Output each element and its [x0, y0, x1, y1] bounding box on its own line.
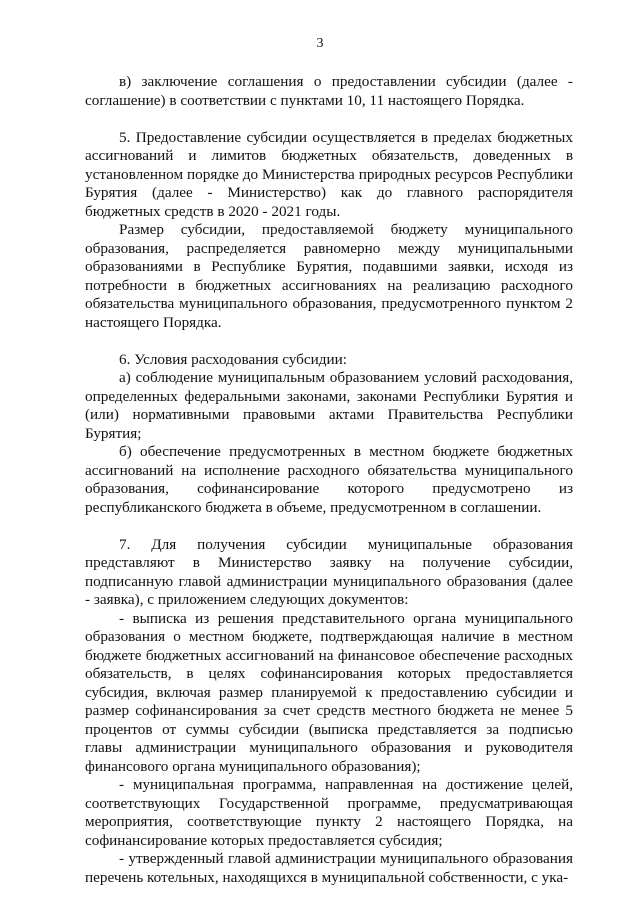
paragraph-6a: а) соблюдение муниципальным образованием условий расходования, определенных федеральными законами, законами Республики Бурятия и (или) нормативными правовыми актами Правительства Республики Бурятия;: [85, 369, 573, 442]
document-body: [85, 73, 573, 887]
page-number: 3: [316, 36, 324, 51]
paragraph-6-heading: 6. Условия расходования субсидии:: [119, 350, 347, 368]
list-item-budget-extract: - выписка из решения представительного органа муниципального образования о местном бюджете, подтверждающая наличие в местном бюджете бюджетных ассигнований на финансовое обеспечение расходных обязательств, в целях софинансирования которых предоставляется субсидия, включая размер планируемой к предоставлению субсидии и размер софинансирования за счет средств местного бюджета не менее 5 процентов от суммы субсидии (выписка представляется за подписью главы администрации муниципального образования и руководителя финансового органа муниципального образования);: [85, 609, 573, 775]
list-item-municipal-program: - муниципальная программа, направленная на достижение целей, соответствующих Государственной программе, предусматривающая мероприятия, соответствующие пункту 2 настоящего Порядка, на софинансирование которых предоставляется субсидия;: [85, 776, 573, 849]
paragraph-4v: в) заключение соглашения о предоставлении субсидии (далее - соглашение) в соответствии с пунктами 10, 11 настоящего Порядка.: [85, 73, 573, 109]
list-item-boiler-list: - утвержденный главой администрации муниципального образования перечень котельных, находящихся в муниципальной собственности, с ука-: [85, 850, 573, 886]
paragraph-5: 5. Предоставление субсидии осуществляется в пределах бюджетных ассигнований и лимитов бюджетных обязательств, доведенных в установленном порядке до Министерства природных ресурсов Республики Бурятия (далее - Министерство) как до главного распорядителя бюджетных средств в 2020 - 2021 годы.: [85, 128, 573, 220]
paragraph-6b: б) обеспечение предусмотренных в местном бюджете бюджетных ассигнований на исполнение расходного обязательства муниципального образования, софинансирование которого предусмотрено из республиканского бюджета в объеме, предусмотренном в соглашении.: [85, 443, 573, 516]
paragraph-5-subsidy-size: Размер субсидии, предоставляемой бюджету муниципального образования, распределяется равномерно между муниципальными образованиями в Республике Бурятия, подавшими заявки, исходя из потребности в бюджетных ассигнованиях на реализацию расходного обязательства муниципального образования, предусмотренного пунктом 2 настоящего Порядка.: [85, 221, 573, 331]
paragraph-7: 7. Для получения субсидии муниципальные образования представляют в Министерство заявку на получение субсидии, подписанную главой администрации муниципального образования (далее - заявка), с приложением следующих документов:: [85, 535, 573, 608]
